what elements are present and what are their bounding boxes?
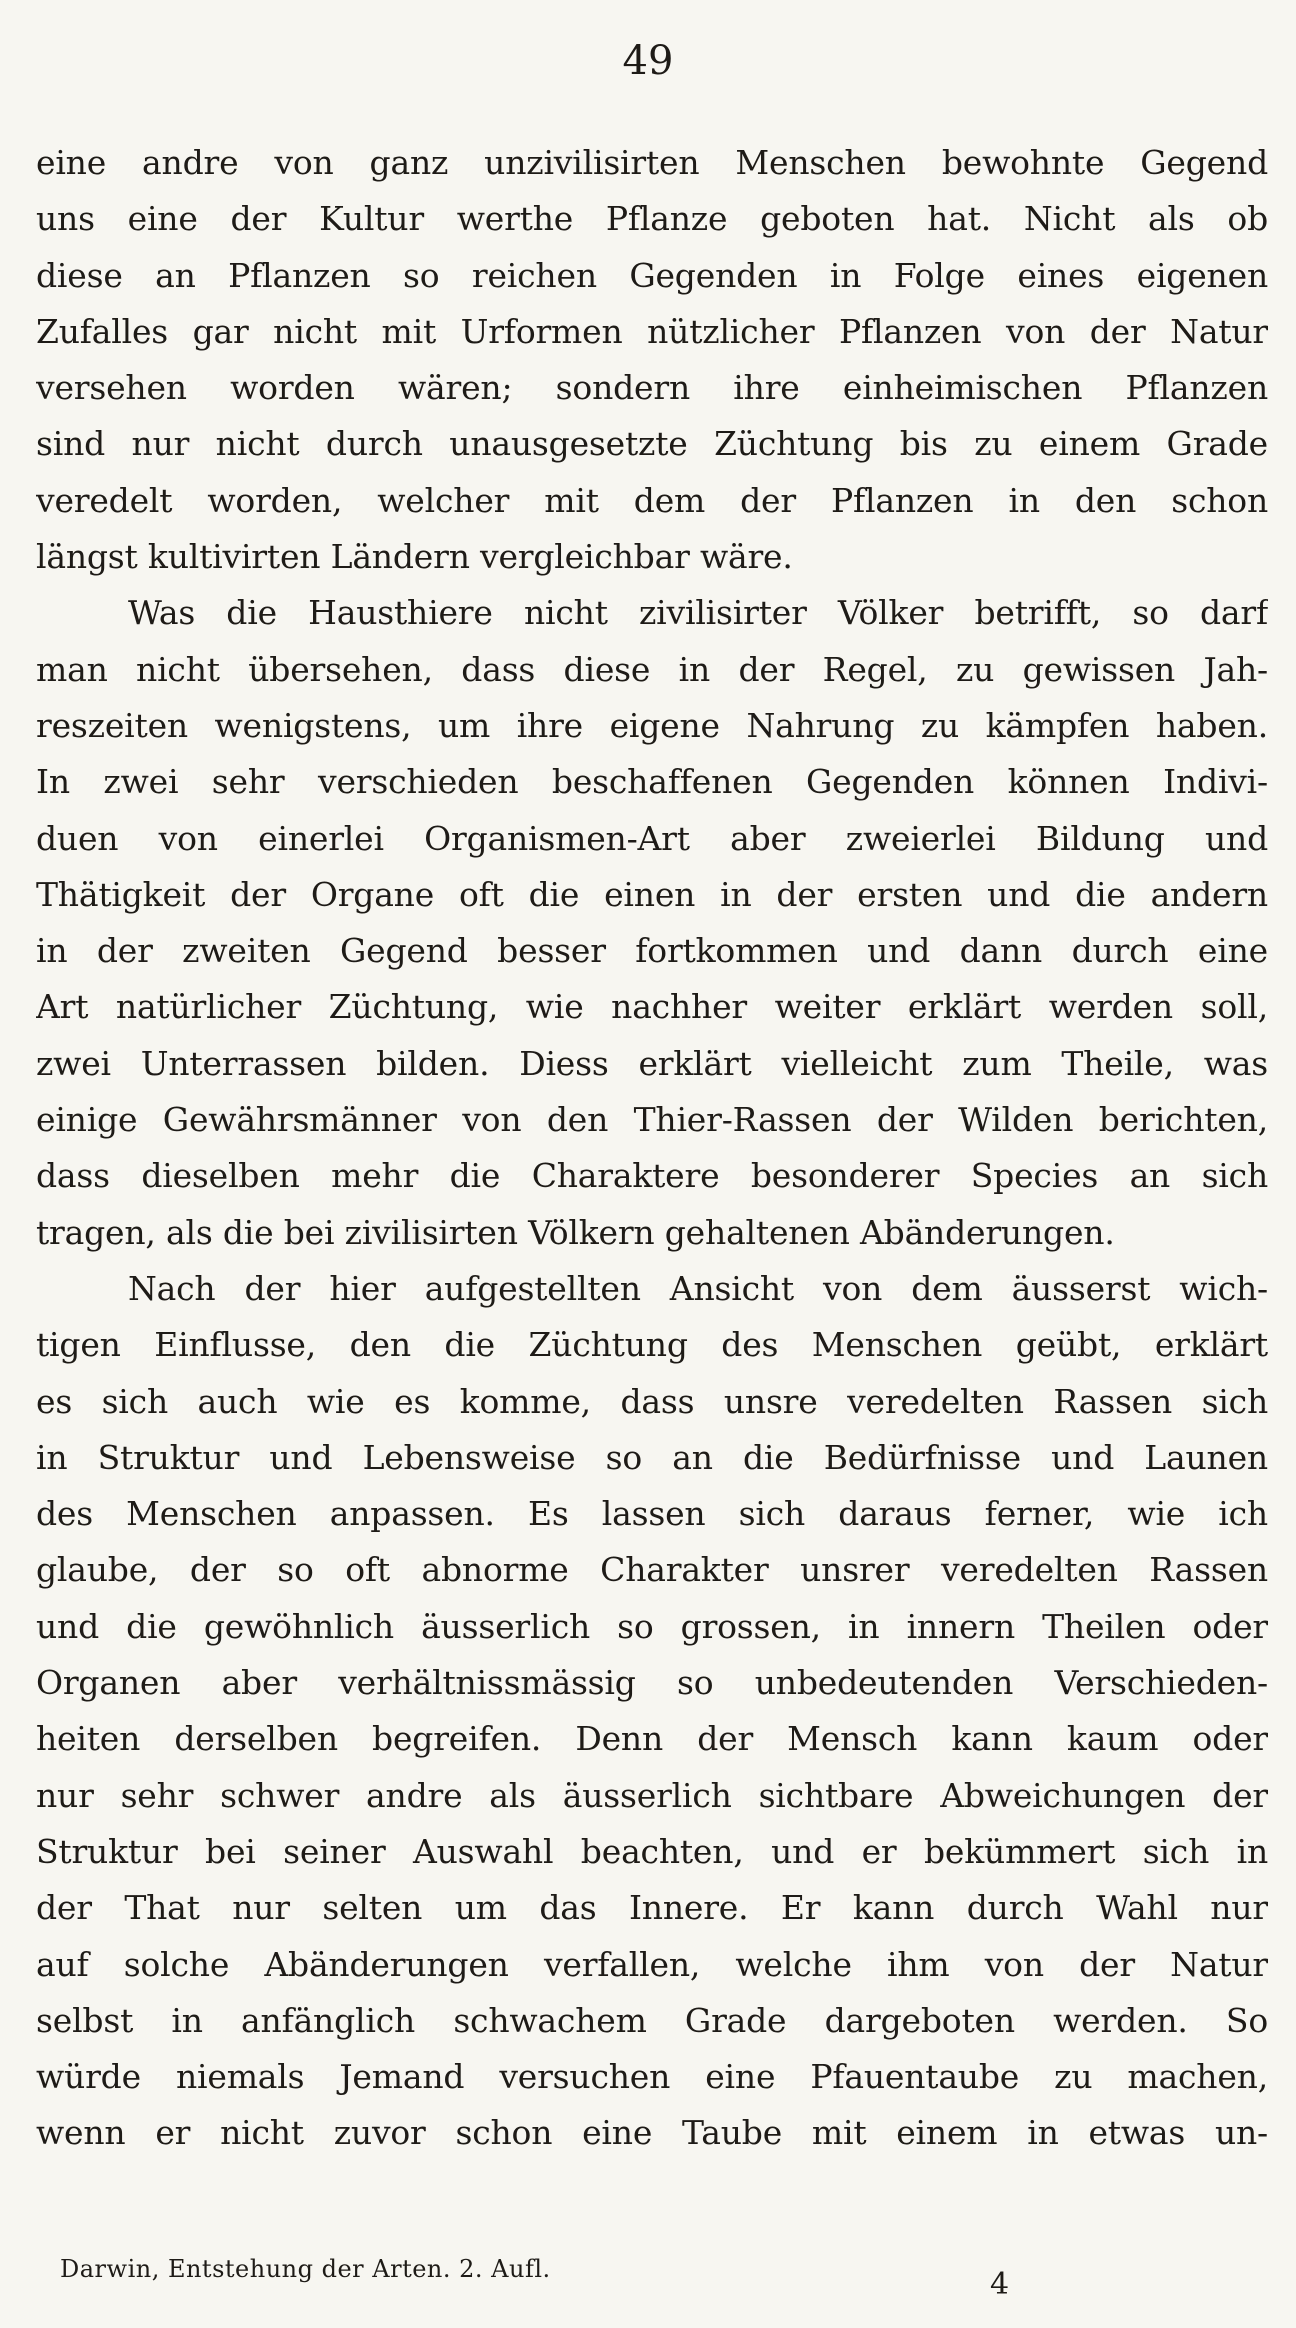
text-line: tigen Einflusse, den die Züchtung des Menschen geübt, erklärt xyxy=(36,1325,1268,1365)
text-line: selbst in anfänglich schwachem Grade dargeboten werden. So xyxy=(36,2000,1268,2040)
text-line: auf solche Abänderungen verfallen, welche ihm von der Natur xyxy=(36,1944,1268,1984)
text-line: diese an Pflanzen so reichen Gegenden in Folge eines eigenen xyxy=(36,255,1268,295)
text-line: duen von einerlei Organismen-Art aber zweierlei Bildung und xyxy=(36,818,1268,858)
text-line: dass dieselben mehr die Charaktere besonderer Species an sich xyxy=(36,1156,1268,1196)
text-line: Zufalles gar nicht mit Urformen nützlicher Pflanzen von der Natur xyxy=(36,311,1268,351)
text-line: reszeiten wenigstens, um ihre eigene Nahrung zu kämpfen haben. xyxy=(36,705,1268,745)
text-line: In zwei sehr verschieden beschaffenen Gegenden können Indivi- xyxy=(36,762,1268,802)
text-line: zwei Unterrassen bilden. Diess erklärt vielleicht zum Theile, was xyxy=(36,1043,1268,1083)
text-line: der That nur selten um das Innere. Er kann durch Wahl nur xyxy=(36,1888,1268,1928)
text-line: längst kultivirten Ländern vergleichbar wäre. xyxy=(36,537,793,577)
text-line: veredelt worden, welcher mit dem der Pflanzen in den schon xyxy=(36,480,1268,520)
text-line: tragen, als die bei zivilisirten Völkern gehaltenen Abänderungen. xyxy=(36,1212,1115,1252)
text-line: heiten derselben begreifen. Denn der Mensch kann kaum oder xyxy=(36,1719,1268,1759)
page-body-text xyxy=(36,135,1268,2162)
text-line: in der zweiten Gegend besser fortkommen und dann durch eine xyxy=(36,931,1268,971)
text-line: Organen aber verhältnissmässig so unbedeutenden Verschieden- xyxy=(36,1663,1268,1703)
text-line: nur sehr schwer andre als äusserlich sichtbare Abweichungen der xyxy=(36,1775,1268,1815)
text-line: eine andre von ganz unzivilisirten Menschen bewohnte Gegend xyxy=(36,143,1268,182)
text-line: man nicht übersehen, dass diese in der Regel, zu gewissen Jah- xyxy=(36,649,1268,689)
text-line: Struktur bei seiner Auswahl beachten, und er bekümmert sich in xyxy=(36,1831,1268,1871)
text-line: glaube, der so oft abnorme Charakter unsrer veredelten Rassen xyxy=(36,1550,1268,1590)
page-number: 49 xyxy=(622,38,674,84)
text-line: Nach der hier aufgestellten Ansicht von dem äusserst wich- xyxy=(128,1268,1268,1308)
text-line: des Menschen anpassen. Es lassen sich daraus ferner, wie ich xyxy=(36,1494,1268,1534)
text-line: in Struktur und Lebensweise so an die Bedürfnisse und Launen xyxy=(36,1437,1268,1477)
text-line: Art natürlicher Züchtung, wie nachher weiter erklärt werden soll, xyxy=(36,987,1268,1027)
text-line: es sich auch wie es komme, dass unsre veredelten Rassen sich xyxy=(36,1381,1268,1421)
text-line: wenn er nicht zuvor schon eine Taube mit einem in etwas un- xyxy=(36,2113,1268,2153)
text-line: würde niemals Jemand versuchen eine Pfauentaube zu machen, xyxy=(36,2057,1268,2097)
text-line: Was die Hausthiere nicht zivilisirter Völker betrifft, so darf xyxy=(128,593,1268,633)
text-line: versehen worden wären; sondern ihre einheimischen Pflanzen xyxy=(36,368,1268,408)
text-line: Thätigkeit der Organe oft die einen in der ersten und die andern xyxy=(36,874,1268,914)
text-line: einige Gewährsmänner von den Thier-Rassen der Wilden berichten, xyxy=(36,1100,1268,1140)
footer-signature-line: Darwin, Entstehung der Arten. 2. Aufl. xyxy=(60,2255,551,2283)
signature-mark: 4 xyxy=(990,2267,1010,2302)
text-line: uns eine der Kultur werthe Pflanze geboten hat. Nicht als ob xyxy=(36,199,1268,239)
text-line: und die gewöhnlich äusserlich so grossen, in innern Theilen oder xyxy=(36,1606,1268,1646)
text-line: sind nur nicht durch unausgesetzte Züchtung bis zu einem Grade xyxy=(36,424,1268,464)
